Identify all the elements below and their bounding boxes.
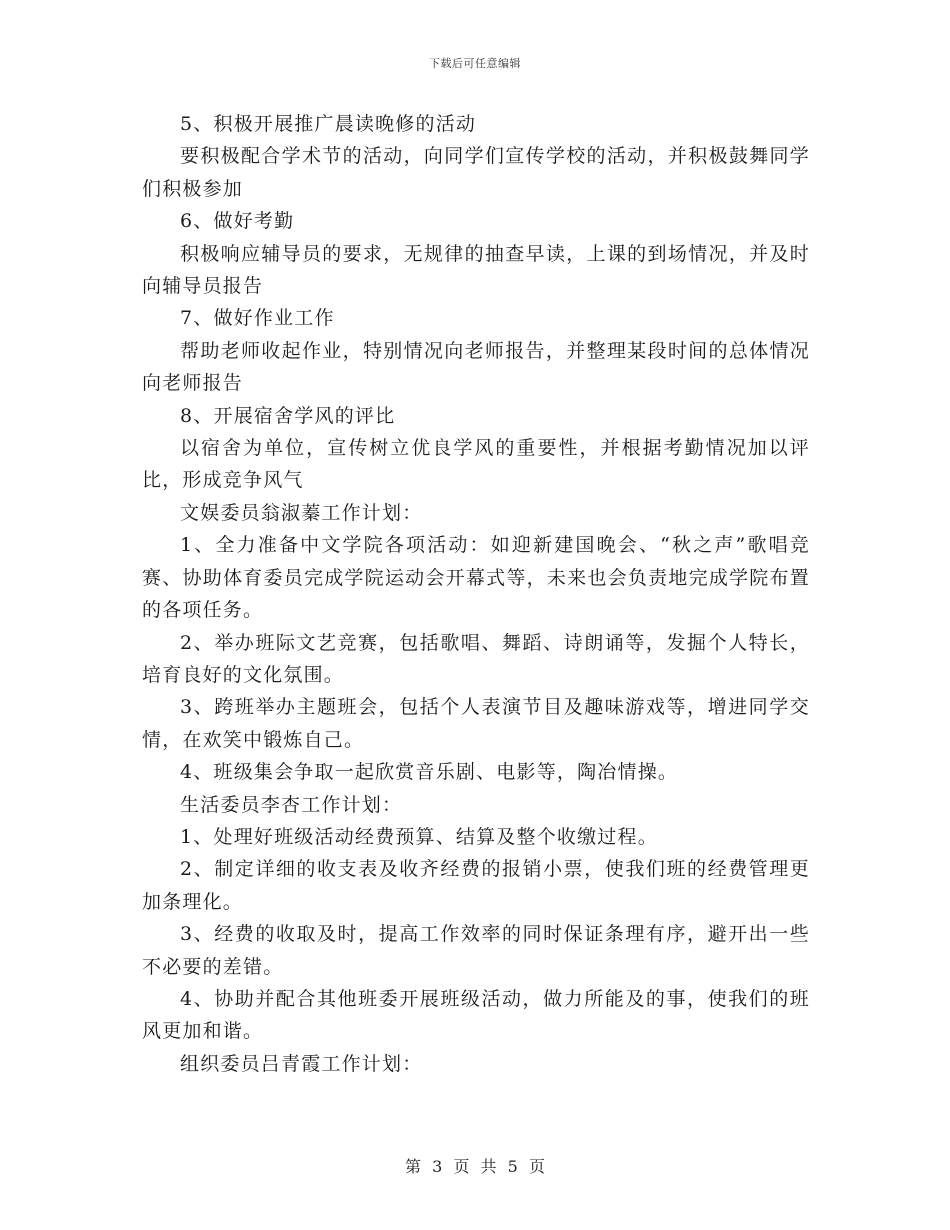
paragraph: 积极响应辅导员的要求，无规律的抽查早读，上课的到场情况，并及时向辅导员报告 bbox=[142, 242, 810, 298]
paragraph: 1、处理好班级活动经费预算、结算及整个收缴过程。 bbox=[180, 825, 658, 848]
footer-ye: 页 bbox=[453, 1157, 470, 1176]
footer-gong: 共 bbox=[480, 1157, 497, 1176]
paragraph: 7、做好作业工作 bbox=[180, 307, 335, 330]
document-body bbox=[142, 108, 810, 1080]
total-page-count: 5 bbox=[507, 1157, 518, 1176]
header-note: 下载后可任意编辑 bbox=[429, 57, 521, 70]
paragraph: 2、举办班际文艺竞赛，包括歌唱、舞蹈、诗朗诵等，发掘个人特长，培育良好的文化氛围。 bbox=[142, 631, 810, 686]
paragraph: 1、全力准备中文学院各项活动：如迎新建国晚会、“秋之声”歌唱竞赛、协助体育委员完成学院运动会开幕式等，未来也会负责地完成学院布置的各项任务。 bbox=[142, 534, 810, 622]
paragraph: 5、积极开展推广晨读晚修的活动 bbox=[180, 113, 477, 135]
paragraph: 4、班级集会争取一起欣赏音乐剧、电影等，陶冶情操。 bbox=[180, 761, 679, 784]
footer-ye-2: 页 bbox=[528, 1157, 545, 1176]
paragraph: 要积极配合学术节的活动，向同学们宣传学校的活动，并积极鼓舞同学们积极参加 bbox=[142, 145, 810, 200]
page-footer bbox=[0, 1154, 950, 1177]
paragraph: 帮助老师收起作业，特别情况向老师报告，并整理某段时间的总体情况向老师报告 bbox=[142, 339, 810, 395]
paragraph: 2、制定详细的收支表及收齐经费的报销小票，使我们班的经费管理更加条理化。 bbox=[142, 858, 810, 913]
paragraph: 4、协助并配合其他班委开展班级活动，做力所能及的事，使我们的班风更加和谐。 bbox=[142, 987, 810, 1043]
current-page-number: 3 bbox=[432, 1157, 443, 1176]
footer-di: 第 bbox=[405, 1157, 422, 1176]
section-heading: 文娱委员翁淑蓁工作计划： bbox=[180, 501, 423, 524]
paragraph: 6、做好考勤 bbox=[180, 210, 295, 233]
section-heading: 组织委员吕青霞工作计划： bbox=[180, 1052, 423, 1075]
paragraph: 以宿舍为单位，宣传树立优良学风的重要性，并根据考勤情况加以评比，形成竞争风气 bbox=[142, 437, 810, 492]
section-heading: 生活委员李杏工作计划： bbox=[180, 793, 403, 816]
paragraph: 8、开展宿舍学风的评比 bbox=[180, 404, 396, 427]
paragraph: 3、经费的收取及时，提高工作效率的同时保证条理有序，避开出一些不必要的差错。 bbox=[142, 923, 810, 978]
paragraph: 3、跨班举办主题班会，包括个人表演节目及趣味游戏等，增进同学交情，在欢笑中锻炼自己。 bbox=[142, 696, 810, 751]
